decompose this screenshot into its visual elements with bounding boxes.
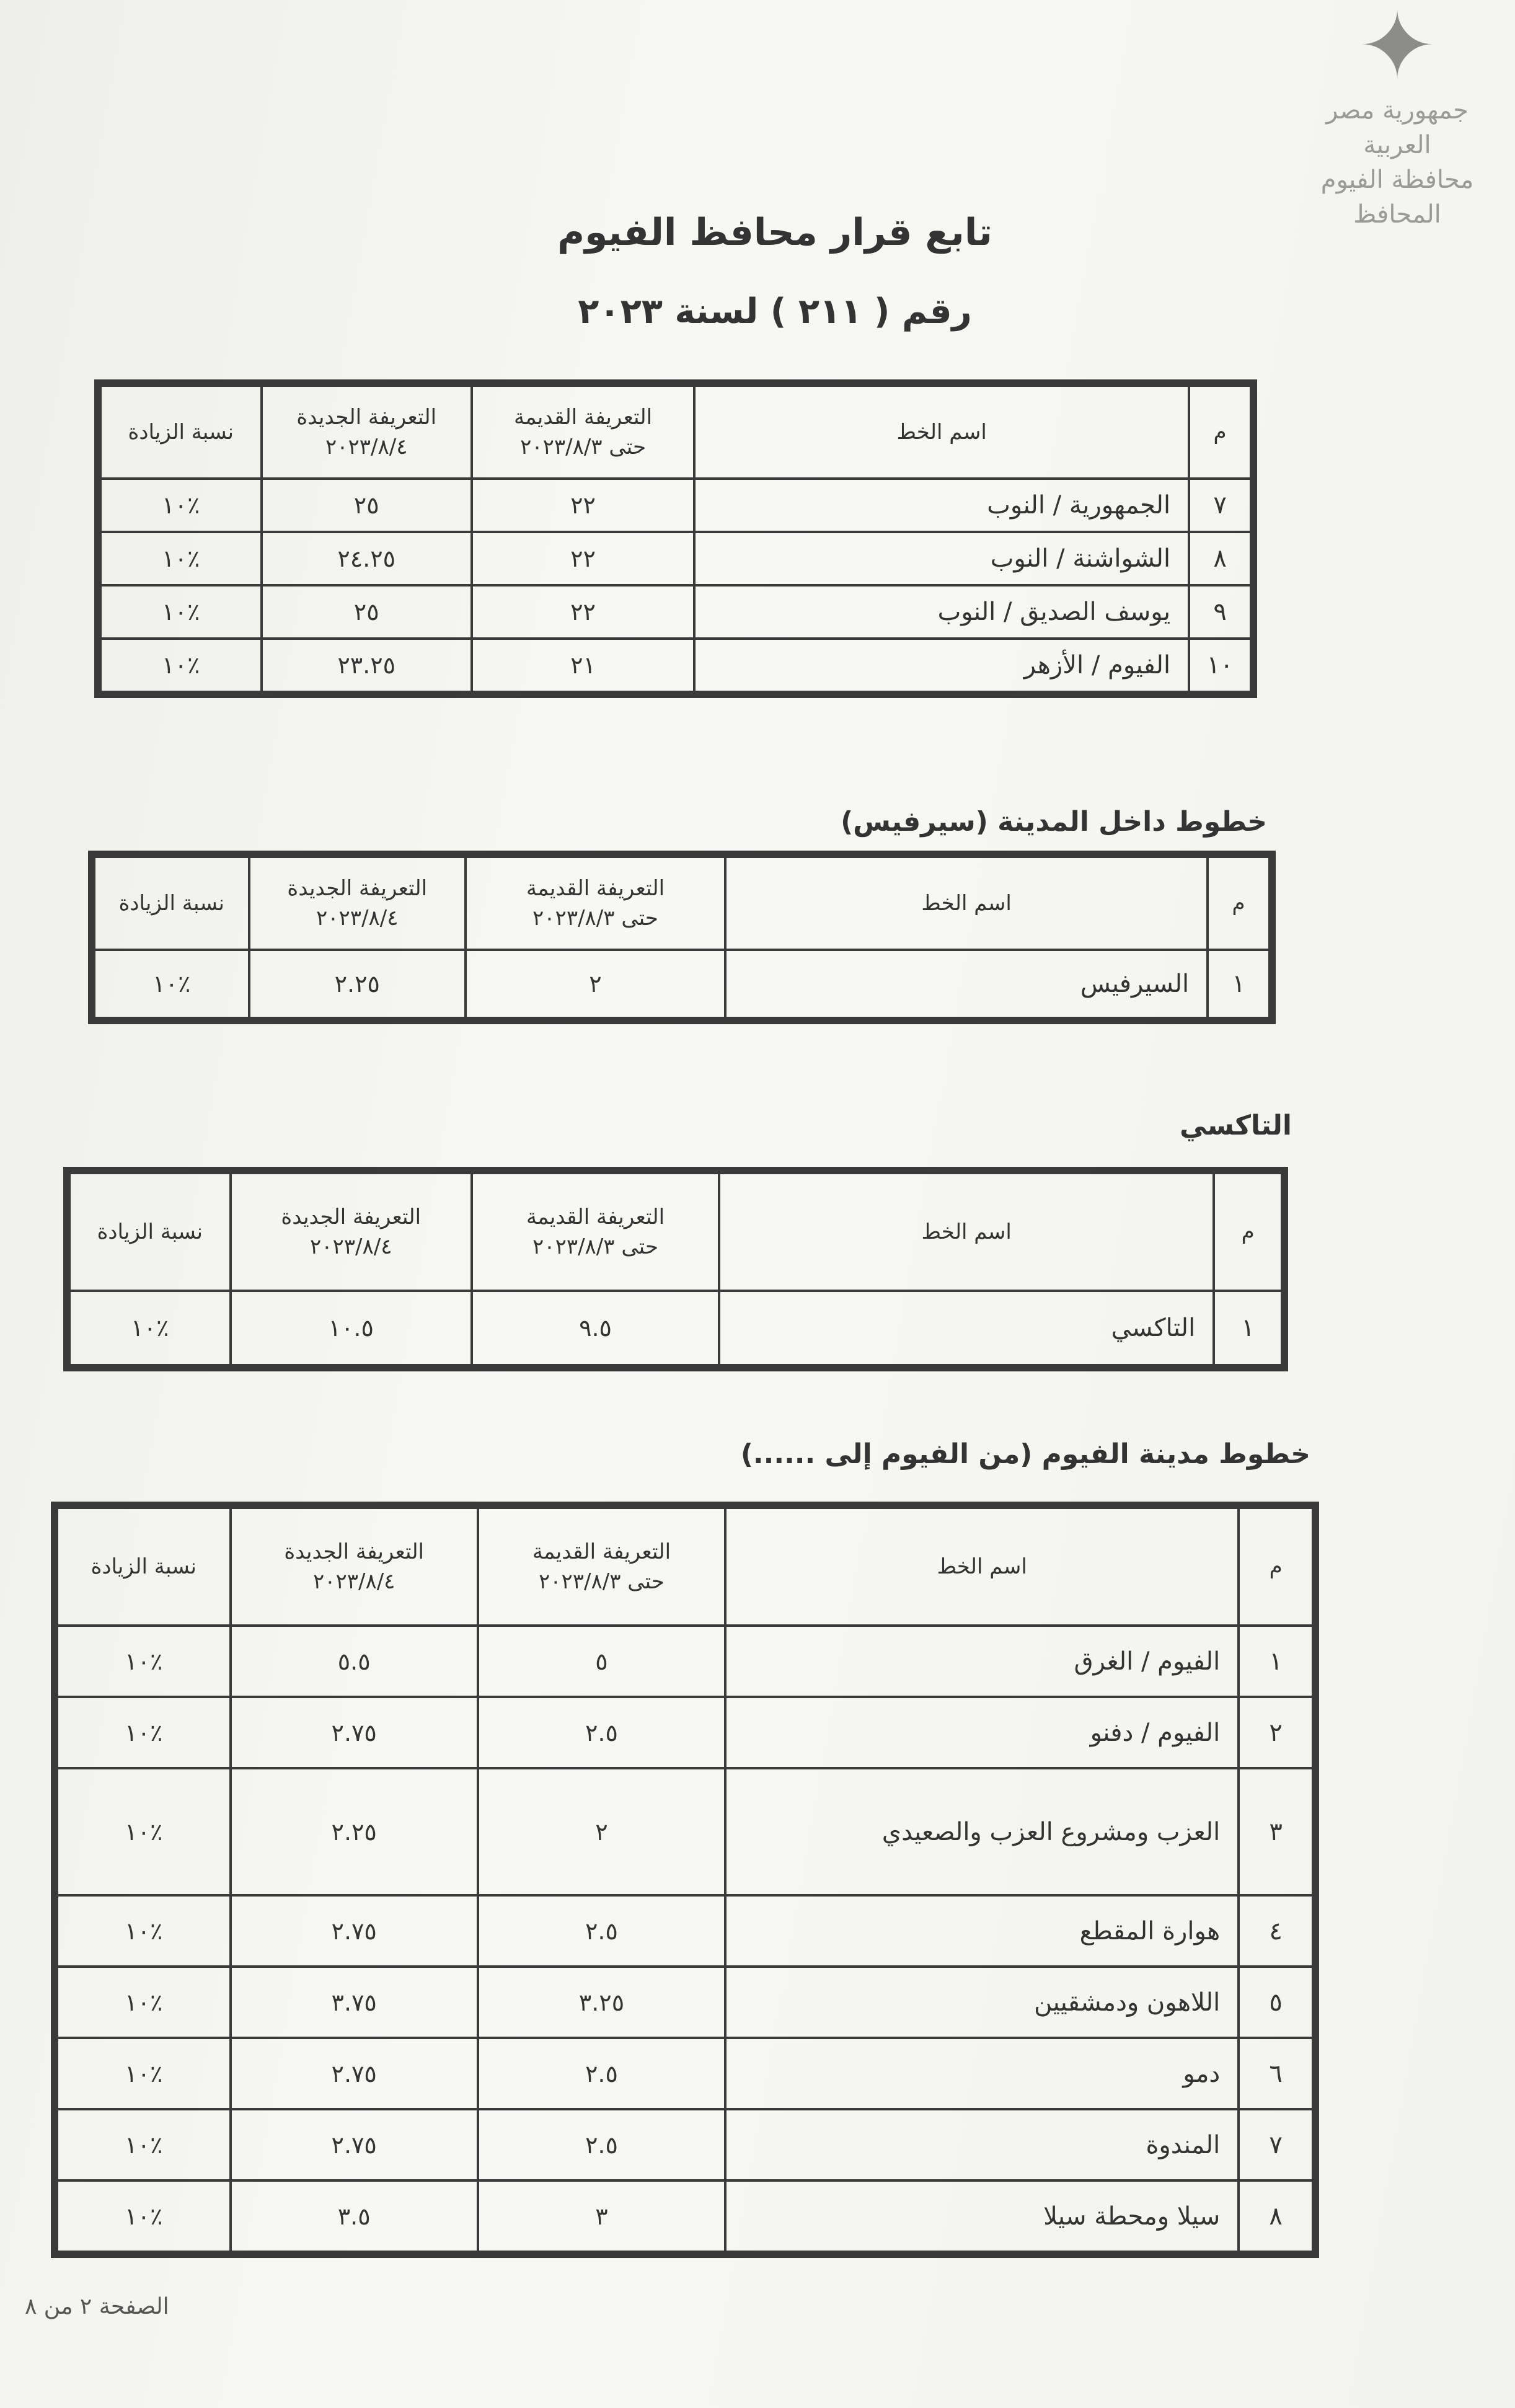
old-fare: ٢.٥ [478,1697,725,1768]
row-number: ٤ [1239,1895,1313,1967]
old-fare: ٢ [466,950,725,1018]
document-title: تابع قرار محافظ الفيوم [557,211,992,254]
line-name: سيلا ومحطة سيلا [725,2180,1239,2252]
old-fare: ٣ [478,2180,725,2252]
service-fares-table [93,856,1271,1019]
old-fare: ٢.٥ [478,1895,725,1967]
col-new-fare: التعريفة الجديدة ٢٠٢٣/٨/٤ [262,386,472,479]
table-header-row [100,386,1251,479]
table-row [57,2180,1313,2252]
new-fare: ٢.٧٥ [231,1697,478,1768]
table-row [57,2038,1313,2109]
new-fare: ٥.٥ [231,1626,478,1697]
row-number: ٩ [1189,585,1251,639]
new-fare: ٢.٧٥ [231,1895,478,1967]
col-old-fare: التعريفة القديمة حتى ٢٠٢٣/٨/٣ [472,1173,719,1291]
document-subtitle: رقم ( ٢١١ ) لسنة ٢٠٢٣ [578,291,972,332]
new-fare: ٢.٧٥ [231,2109,478,2180]
col-old-fare: التعريفة القديمة حتى ٢٠٢٣/٨/٣ [478,1508,725,1626]
new-fare: ٢٥ [262,479,472,532]
row-number: ٧ [1239,2109,1313,2180]
table-row [94,950,1270,1018]
old-fare: ٢ [478,1768,725,1895]
line-name: السيرفيس [725,950,1208,1018]
col-line-name: اسم الخط [725,1508,1239,1626]
row-number: ١ [1214,1291,1282,1365]
table-row [57,1967,1313,2038]
new-fare: ٣.٧٥ [231,1967,478,2038]
increase-rate: ٪١٠ [100,479,262,532]
new-fare: ٢.٢٥ [249,950,466,1018]
old-fare: ٢٢ [472,532,694,585]
col-line-name: اسم الخط [694,386,1189,479]
table-header-row [57,1508,1313,1626]
increase-rate: ٪١٠ [69,1291,231,1365]
line-name: دمو [725,2038,1239,2109]
increase-rate: ٪١٠ [100,532,262,585]
increase-rate: ٪١٠ [57,2038,231,2109]
increase-rate: ٪١٠ [100,585,262,639]
emblem-line: جمهورية مصر العربية [1326,96,1469,159]
table-row [57,1768,1313,1895]
table-header-row [69,1173,1282,1291]
row-number: ٢ [1239,1697,1313,1768]
table-row [100,532,1251,585]
new-fare: ٢.٢٥ [231,1768,478,1895]
col-increase: نسبة الزيادة [94,857,249,950]
table-header-row [94,857,1270,950]
line-name: الفيوم / الأزهر [694,639,1189,692]
new-fare: ٢٤.٢٥ [262,532,472,585]
increase-rate: ٪١٠ [57,1895,231,1967]
increase-rate: ٪١٠ [57,1768,231,1895]
increase-rate: ٪١٠ [57,2109,231,2180]
old-fare: ٢٢ [472,585,694,639]
taxi-fares-table [68,1172,1283,1366]
row-number: ١ [1239,1626,1313,1697]
table-row [100,479,1251,532]
line-name: يوسف الصديق / النوب [694,585,1189,639]
new-fare: ١٠.٥ [231,1291,472,1365]
row-number: ١٠ [1189,639,1251,692]
row-number: ٨ [1189,532,1251,585]
section-title-service: خطوط داخل المدينة (سيرفيس) [841,806,1267,838]
col-line-name: اسم الخط [719,1173,1214,1291]
emblem-line: محافظة الفيوم [1320,166,1474,194]
col-line-name: اسم الخط [725,857,1208,950]
row-number: ١ [1208,950,1270,1018]
new-fare: ٢٥ [262,585,472,639]
line-name: الشواشنة / النوب [694,532,1189,585]
col-new-fare: التعريفة الجديدة ٢٠٢٣/٨/٤ [231,1508,478,1626]
fayoum-lines-table [56,1507,1314,2253]
increase-rate: ٪١٠ [57,1697,231,1768]
col-increase: نسبة الزيادة [100,386,262,479]
increase-rate: ٪١٠ [94,950,249,1018]
old-fare: ٩.٥ [472,1291,719,1365]
eagle-emblem-icon: ✦ [1358,0,1436,100]
section-title-fayoum-lines: خطوط مدينة الفيوم (من الفيوم إلى ......) [740,1438,1310,1470]
table-row [57,2109,1313,2180]
row-number: ٣ [1239,1768,1313,1895]
old-fare: ٢٢ [472,479,694,532]
emblem-line: المحافظ [1353,200,1441,229]
line-name: الجمهورية / النوب [694,479,1189,532]
line-name: العزب ومشروع العزب والصعيدي [725,1768,1239,1895]
col-old-fare: التعريفة القديمة حتى ٢٠٢٣/٨/٣ [466,857,725,950]
old-fare: ٥ [478,1626,725,1697]
emblem-block [1304,0,1490,229]
col-number: م [1214,1173,1282,1291]
increase-rate: ٪١٠ [57,2180,231,2252]
table-row [57,1895,1313,1967]
table-row [57,1697,1313,1768]
table-row [100,639,1251,692]
line-name: اللاهون ودمشقيين [725,1967,1239,2038]
line-name: الفيوم / الغرق [725,1626,1239,1697]
col-new-fare: التعريفة الجديدة ٢٠٢٣/٨/٤ [231,1173,472,1291]
row-number: ٨ [1239,2180,1313,2252]
old-fare: ٣.٢٥ [478,1967,725,2038]
new-fare: ٢.٧٥ [231,2038,478,2109]
increase-rate: ٪١٠ [57,1626,231,1697]
col-increase: نسبة الزيادة [69,1173,231,1291]
line-name: التاكسي [719,1291,1214,1365]
col-number: م [1208,857,1270,950]
col-number: م [1189,386,1251,479]
table-row [69,1291,1282,1365]
table-row [100,585,1251,639]
row-number: ٦ [1239,2038,1313,2109]
col-new-fare: التعريفة الجديدة ٢٠٢٣/٨/٤ [249,857,466,950]
row-number: ٥ [1239,1967,1313,2038]
fares-table-continued [99,384,1252,693]
new-fare: ٢٣.٢٥ [262,639,472,692]
row-number: ٧ [1189,479,1251,532]
col-number: م [1239,1508,1313,1626]
page-number-footer: الصفحة ٢ من ٨ [25,2294,169,2319]
old-fare: ٢.٥ [478,2109,725,2180]
increase-rate: ٪١٠ [100,639,262,692]
col-old-fare: التعريفة القديمة حتى ٢٠٢٣/٨/٣ [472,386,694,479]
section-title-taxi: التاكسي [1180,1110,1292,1141]
old-fare: ٢.٥ [478,2038,725,2109]
line-name: هوارة المقطع [725,1895,1239,1967]
col-increase: نسبة الزيادة [57,1508,231,1626]
new-fare: ٣.٥ [231,2180,478,2252]
line-name: الفيوم / دفنو [725,1697,1239,1768]
increase-rate: ٪١٠ [57,1967,231,2038]
old-fare: ٢١ [472,639,694,692]
line-name: المندوة [725,2109,1239,2180]
table-row [57,1626,1313,1697]
